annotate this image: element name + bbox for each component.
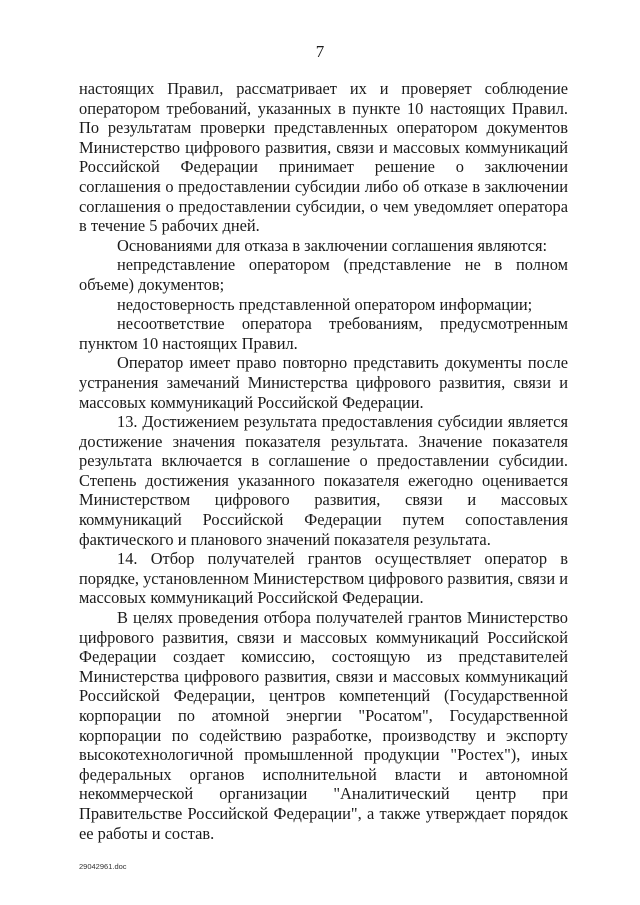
document-body bbox=[79, 79, 568, 843]
paragraph-ground-2: недостоверность представленной оператором информации; bbox=[117, 294, 533, 314]
paragraph-commission: В целях проведения отбора получателей грантов Министерство цифрового развития, связи и массовых коммуникаций Российской Федерации создает комиссию, состоящую из представителей Министерства цифрового развития, связи и массовых коммуникаций Российской Федерации, центров компетенций (Государственной корпорации по атомной энергии "Росатом", Государственной корпорации по содействию разработке, производству и экспорту высокотехнологичной промышленной продукции "Ростех"), иных федеральных органов исполнительной власти и автономной некоммерческой организации "Аналитический центр при Правительстве Российской Федерации", а также утверждает порядок ее работы и состав. bbox=[79, 608, 568, 843]
paragraph-continuation: настоящих Правил, рассматривает их и проверяет соблюдение оператором требований, указанных в пункте 10 настоящих Правил. По результатам проверки представленных оператором документов Министерство цифрового развития, связи и массовых коммуникаций Российской Федерации принимает решение о заключении соглашения о предоставлении субсидии либо об отказе в заключении соглашения о предоставлении субсидии, о чем уведомляет оператора в течение 5 рабочих дней. bbox=[79, 79, 568, 236]
paragraph-ground-1: непредставление оператором (представление не в полном объеме) документов; bbox=[79, 255, 568, 294]
paragraph-clause-13: 13. Достижением результата предоставления субсидии является достижение значения показателя результата. Значение показателя результата включается в соглашение о предоставлении субсидии. Степень достижения указанного показателя ежегодно оценивается Министерством цифрового развития, связи и массовых коммуникаций Российской Федерации путем сопоставления фактического и планового значений показателя результата. bbox=[79, 412, 568, 549]
paragraph-resubmission: Оператор имеет право повторно представить документы после устранения замечаний Министерства цифрового развития, связи и массовых коммуникаций Российской Федерации. bbox=[79, 353, 568, 412]
paragraph-clause-14: 14. Отбор получателей грантов осуществляет оператор в порядке, установленном Министерством цифрового развития, связи и массовых коммуникаций Российской Федерации. bbox=[79, 549, 568, 608]
page-number: 7 bbox=[315, 42, 325, 61]
paragraph-ground-3: несоответствие оператора требованиям, предусмотренным пунктом 10 настоящих Правил. bbox=[79, 314, 568, 353]
paragraph-refusal-grounds: Основаниями для отказа в заключении соглашения являются: bbox=[117, 235, 548, 255]
footer-doc-code: 29042961.doc bbox=[79, 862, 127, 871]
